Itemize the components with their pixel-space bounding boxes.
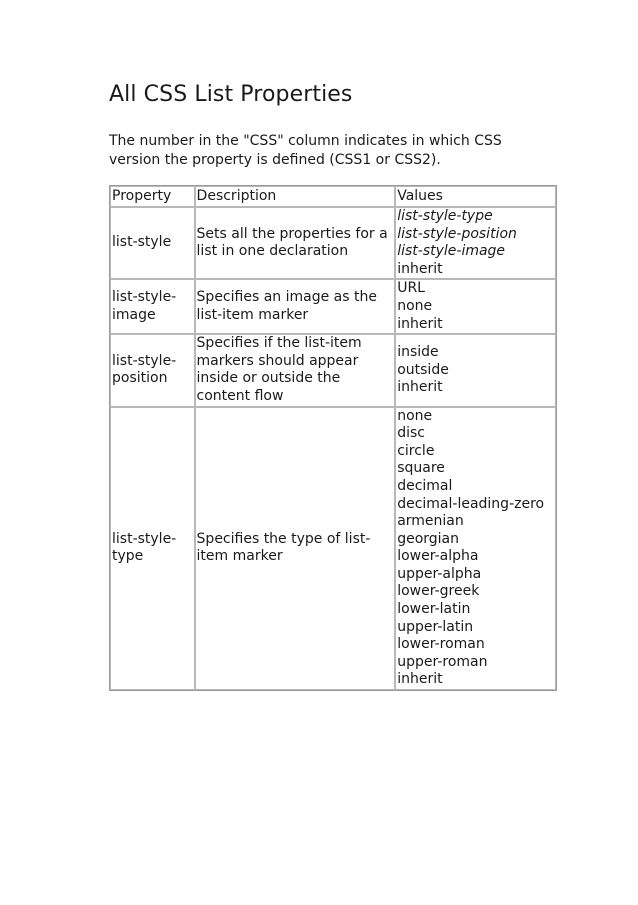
value-item: inside <box>397 343 439 360</box>
value-item: upper-latin <box>397 618 474 635</box>
value-item: lower-roman <box>397 636 485 653</box>
value-item: list-style-image <box>397 243 506 260</box>
description-cell: Sets all the properties for a list in one declaration <box>195 207 396 279</box>
value-item: inherit <box>397 315 443 332</box>
description-cell: Specifies if the list-item markers should appear inside or outside the content flow <box>195 334 396 406</box>
table-row <box>110 407 556 691</box>
property-cell: list-style-position <box>110 334 195 406</box>
value-item: decimal-leading-zero <box>397 495 545 512</box>
header-description: Description <box>195 186 396 207</box>
value-item: decimal <box>397 477 453 494</box>
description-cell: Specifies an image as the list-item marker <box>195 279 396 334</box>
table-header-row <box>110 186 556 207</box>
header-property: Property <box>110 186 195 207</box>
property-cell: list-style-type <box>110 407 195 691</box>
value-item: URL <box>397 280 425 297</box>
value-item: inherit <box>397 260 443 277</box>
value-item: georgian <box>397 530 460 547</box>
description-cell: Specifies the type of list-item marker <box>195 407 396 691</box>
property-cell: list-style <box>110 207 195 279</box>
value-item: upper-roman <box>397 653 488 670</box>
value-item: lower-greek <box>397 583 480 600</box>
value-item: disc <box>397 425 425 442</box>
document-page <box>109 78 559 691</box>
values-cell <box>395 334 556 406</box>
value-item: list-style-position <box>397 225 517 242</box>
value-item: lower-alpha <box>397 548 479 565</box>
property-cell: list-style-image <box>110 279 195 334</box>
header-values: Values <box>395 186 556 207</box>
value-item: inherit <box>397 671 443 688</box>
value-item: none <box>397 407 433 424</box>
value-item: list-style-type <box>397 208 493 224</box>
page-title: All CSS List Properties <box>109 82 353 107</box>
value-item: armenian <box>397 513 464 530</box>
values-cell <box>395 207 556 279</box>
table-row <box>110 207 556 279</box>
value-item: outside <box>397 361 449 378</box>
value-item: square <box>397 460 445 477</box>
properties-table <box>109 185 557 691</box>
values-cell <box>395 279 556 334</box>
value-item: circle <box>397 442 435 459</box>
table-row <box>110 279 556 334</box>
table-row <box>110 334 556 406</box>
intro-paragraph: The number in the "CSS" column indicates in which CSS version the property is defined (CSS1 or CSS2). <box>109 133 502 168</box>
value-item: inherit <box>397 379 443 396</box>
values-cell <box>395 407 556 691</box>
value-item: lower-latin <box>397 601 471 618</box>
value-item: upper-alpha <box>397 565 482 582</box>
value-item: none <box>397 297 433 314</box>
